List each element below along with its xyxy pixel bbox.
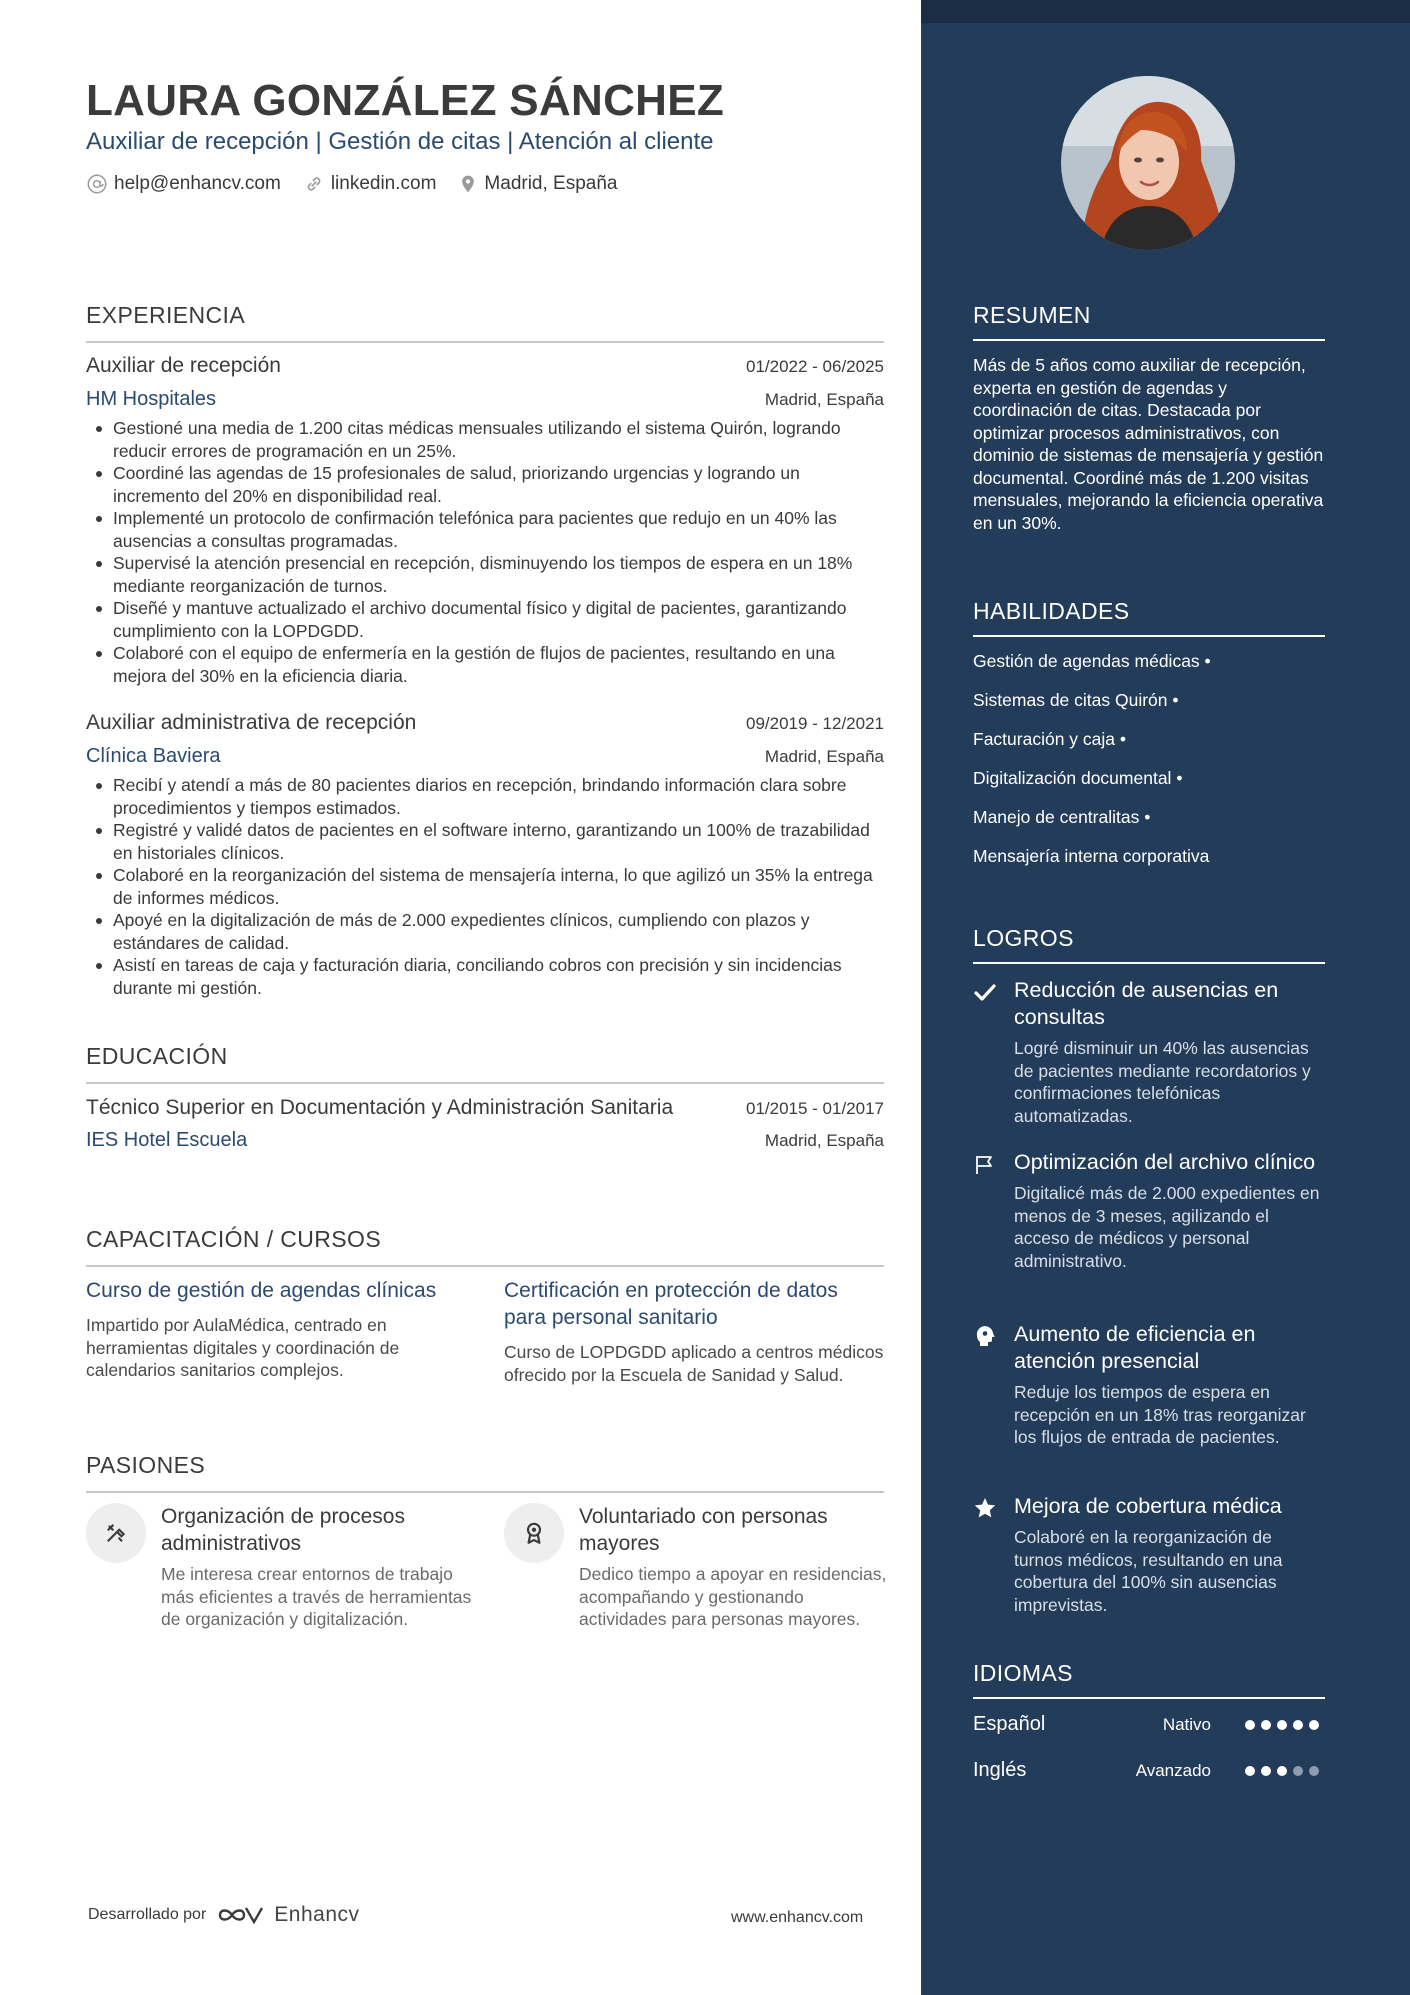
flag-icon [973,1152,999,1272]
achievement-item [973,1493,1325,1616]
enhancv-logo-icon [216,1902,268,1928]
job-location: Madrid, España [764,747,884,766]
location-pin-icon [458,173,478,195]
language-name: Español [973,1713,1046,1735]
rating-dot [1245,1720,1255,1730]
language-row [973,1713,1325,1736]
rating-dot [1293,1766,1303,1776]
skill-label: Mensajería interna corporativa [973,846,1210,866]
passion-title: Organización de procesos administrativos [161,1505,405,1555]
language-rating [1245,1720,1325,1730]
footer-credit [88,1902,360,1928]
contact-linkedin[interactable] [303,173,437,195]
section-courses-title: CAPACITACIÓN / CURSOS [86,1226,884,1267]
headline: Auxiliar de recepción | Gestión de citas | Atención al cliente [86,128,714,155]
achievement-item [973,977,1325,1127]
education-dates: 01/2015 - 01/2017 [745,1099,884,1118]
section-summary-title: RESUMEN [973,302,1325,341]
education-location: Madrid, España [764,1131,884,1150]
education-entry [86,1094,884,1152]
achievement-item [973,1149,1325,1272]
skill-label: Gestión de agendas médicas [973,651,1200,671]
section-languages-title: IDIOMAS [973,1660,1325,1699]
language-level: Avanzado [1135,1760,1211,1780]
achievement-title: Aumento de eficiencia en atención presencial [1014,1322,1256,1373]
language-rating [1245,1766,1325,1776]
skill-label: Digitalización documental [973,768,1172,788]
contact-email-text: help@enhancv.com [114,173,281,194]
course-item [504,1277,884,1386]
list-item: Coordiné las agendas de 15 profesionales de salud, priorizando urgencias y logrando un incremento del 20% en disponibilidad real. [86,462,884,507]
section-passions-title: PASIONES [86,1452,884,1493]
contact-linkedin-text: linkedin.com [330,173,437,194]
course-description: Curso de LOPDGDD aplicado a centros médicos ofrecido por la Escuela de Sanidad y Salud. [504,1342,884,1385]
job-title: Auxiliar de recepción [86,354,281,377]
job-location: Madrid, España [764,390,884,409]
job-company: Clínica Baviera [86,745,221,767]
education-school: IES Hotel Escuela [86,1129,248,1151]
section-skills-title: HABILIDADES [973,598,1325,637]
contact-email[interactable] [86,173,281,195]
job-entry [86,711,884,999]
rating-dot [1293,1720,1303,1730]
contact-location [458,173,617,195]
rating-dot [1245,1766,1255,1776]
list-item: Registré y validé datos de pacientes en el software interno, garantizando un 100% de trazabilidad en historiales clínicos. [86,819,884,864]
footer-brand: Enhancv [274,1903,360,1926]
achievement-description: Reduje los tiempos de espera en recepción en un 18% tras reorganizar los flujos de entrada de pacientes. [1014,1382,1306,1447]
job-dates: 01/2022 - 06/2025 [745,357,884,376]
course-description: Impartido por AulaMédica, centrado en herramientas digitales y coordinación de calendarios sanitarios complejos. [86,1315,400,1380]
list-item: Supervisé la atención presencial en recepción, disminuyendo los tiempos de espera en un 18% mediante reorganización de turnos. [86,552,884,597]
skill-item [973,846,1209,867]
list-item: Implementé un protocolo de confirmación telefónica para pacientes que redujo en un 40% las ausencias a consultas programadas. [86,507,884,552]
rating-dot [1277,1720,1287,1730]
skill-label: Facturación y caja [973,729,1116,749]
skill-label: Manejo de centralitas [973,807,1140,827]
list-item: Colaboré en la reorganización del sistema de mensajería interna, lo que agilizó un 35% la entrega de informes médicos. [86,864,884,909]
at-icon [86,173,108,195]
rating-dot [1309,1720,1319,1730]
passion-description: Me interesa crear entornos de trabajo más eficientes a través de herramientas de organización y digitalización. [161,1564,472,1629]
achievement-title: Mejora de cobertura médica [1014,1494,1282,1518]
list-item: Gestioné una media de 1.200 citas médicas mensuales utilizando el sistema Quirón, logrando reducir errores de programación en un 25%. [86,417,884,462]
list-item: Apoyé en la digitalización de más de 2.000 expedientes clínicos, cumpliendo con plazos y estándares de calidad. [86,909,884,954]
section-achievements-title: LOGROS [973,925,1325,964]
job-entry [86,354,884,687]
language-level: Nativo [1162,1714,1211,1734]
rating-dot [1309,1766,1319,1776]
skill-label: Sistemas de citas Quirón [973,690,1168,710]
section-experience-title: EXPERIENCIA [86,302,884,343]
star-icon [973,1496,999,1616]
list-item: Colaboré con el equipo de enfermería en la gestión de flujos de pacientes, resultando en una mejora del 30% en la eficiencia diaria. [86,642,884,687]
candidate-name: LAURA GONZÁLEZ SÁNCHEZ [86,76,725,125]
skill-item: Facturación y caja • [973,729,1127,749]
rating-dot [1261,1766,1271,1776]
head-idea-icon [973,1324,999,1449]
skill-item: Sistemas de citas Quirón • [973,690,1179,710]
list-item: Asistí en tareas de caja y facturación diaria, conciliando cobros con precisión y sin incidencias durante mi gestión. [86,954,884,999]
achievement-description: Digitalicé más de 2.000 expedientes en menos de 3 meses, agilizando el acceso de médicos y personal administrativo. [1014,1183,1320,1271]
job-bullets [86,417,884,687]
avatar [1061,76,1235,250]
course-item [86,1277,466,1382]
award-ribbon-icon [504,1503,564,1563]
achievement-title: Optimización del archivo clínico [1014,1150,1316,1174]
footer-url[interactable]: www.enhancv.com [731,1909,864,1926]
link-icon [303,173,325,195]
language-name: Inglés [973,1759,1027,1781]
achievement-item [973,1321,1325,1449]
passion-description: Dedico tiempo a apoyar en residencias, acompañando y gestionando actividades para personas mayores. [579,1564,887,1629]
education-degree: Técnico Superior en Documentación y Administración Sanitaria [86,1096,674,1119]
skill-item: Digitalización documental • [973,768,1183,788]
tools-icon [86,1503,146,1563]
rating-dot [1277,1766,1287,1776]
achievement-title: Reducción de ausencias en consultas [1014,978,1279,1029]
list-item: Diseñé y mantuve actualizado el archivo documental físico y digital de pacientes, garantizando cumplimiento con la LOPDGDD. [86,597,884,642]
achievement-description: Colaboré en la reorganización de turnos médicos, resultando en una cobertura del 100% sin ausencias imprevistas. [1014,1527,1283,1615]
sidebar-top-bar [921,0,1410,23]
job-dates: 09/2019 - 12/2021 [745,714,884,733]
job-title: Auxiliar administrativa de recepción [86,711,417,734]
skill-item: Manejo de centralitas • [973,807,1151,827]
list-item: Recibí y atendí a más de 80 pacientes diarios en recepción, brindando información clara sobre procedimientos y tiempos estimados. [86,774,884,819]
achievement-description: Logré disminuir un 40% las ausencias de pacientes mediante recordatorios y confirmaciones telefónicas automatizadas. [1014,1038,1311,1126]
language-row [973,1759,1325,1782]
course-title: Curso de gestión de agendas clínicas [86,1279,437,1302]
passion-title: Voluntariado con personas mayores [579,1505,828,1555]
contact-row [86,173,640,195]
job-company: HM Hospitales [86,388,217,410]
course-title: Certificación en protección de datos para personal sanitario [504,1279,838,1329]
section-education-title: EDUCACIÓN [86,1043,884,1084]
checkmark-icon [973,980,999,1127]
skill-item: Gestión de agendas médicas • [973,651,1211,671]
job-bullets [86,774,884,999]
summary-text: Más de 5 años como auxiliar de recepción, experta en gestión de agendas y coordinación de citas. Destacada por optimizar procesos administrativos, con dominio de sistemas de mensajería y gestión documental. Coordiné más de 1.200 visitas mensuales, mejorando la eficiencia operativa en un 30%. [973,355,1324,533]
contact-location-text: Madrid, España [484,173,618,194]
passion-item [504,1503,894,1631]
passion-item [86,1503,476,1631]
footer-built-by: Desarrollado por [88,1906,207,1923]
rating-dot [1261,1720,1271,1730]
